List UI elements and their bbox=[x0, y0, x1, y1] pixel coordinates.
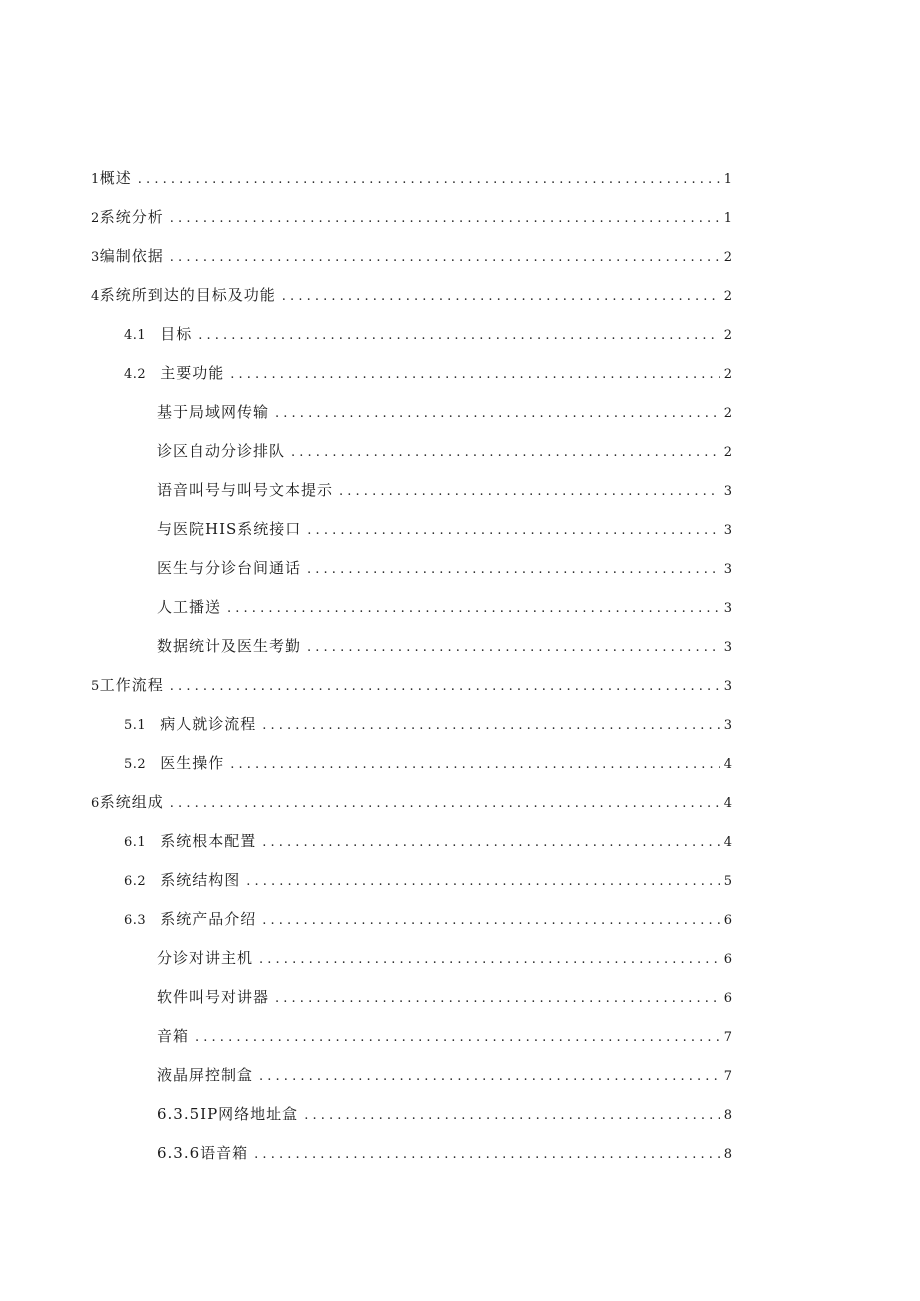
toc-entry[interactable] bbox=[157, 1102, 732, 1126]
toc-entry-page-number: 1 bbox=[723, 172, 732, 187]
toc-entry-page-number: 4 bbox=[723, 796, 732, 811]
toc-entry[interactable] bbox=[91, 166, 732, 190]
toc-entry-number: 6.3 bbox=[124, 913, 147, 928]
toc-entry-number: 3 bbox=[91, 250, 100, 265]
toc-entry-title: 系统根本配置 bbox=[160, 832, 257, 850]
toc-dot-leader bbox=[259, 948, 720, 972]
toc-entry-title: 系统所到达的目标及功能 bbox=[99, 286, 276, 304]
toc-entry-page-number: 8 bbox=[723, 1108, 732, 1123]
toc-entry-title: 与医院HIS系统接口 bbox=[157, 520, 302, 538]
toc-entry-page-number: 2 bbox=[723, 445, 732, 460]
toc-entry-title: 医生与分诊台间通话 bbox=[157, 559, 302, 577]
toc-entry-number: 4.1 bbox=[124, 328, 147, 343]
toc-entry-page-number: 2 bbox=[723, 367, 732, 382]
toc-entry[interactable] bbox=[124, 712, 732, 736]
toc-entry-page-number: 2 bbox=[723, 406, 732, 421]
toc-dot-leader bbox=[170, 792, 720, 816]
toc-entry-title: 医生操作 bbox=[160, 754, 225, 772]
toc-entry[interactable] bbox=[91, 244, 732, 268]
toc-dot-leader bbox=[259, 1065, 720, 1089]
toc-entry[interactable] bbox=[124, 322, 732, 346]
toc-entry-number: 1 bbox=[91, 172, 100, 187]
toc-entry[interactable] bbox=[157, 400, 732, 424]
toc-entry[interactable] bbox=[124, 829, 732, 853]
toc-entry-title: 语音叫号与叫号文本提示 bbox=[157, 481, 334, 499]
toc-entry-title: 6.3.6语音箱 bbox=[157, 1144, 249, 1162]
toc-entry-page-number: 3 bbox=[723, 484, 732, 499]
toc-entry-title: 6.3.5IP网络地址盒 bbox=[157, 1105, 299, 1123]
toc-entry-title: 系统组成 bbox=[99, 793, 164, 811]
toc-dot-leader bbox=[262, 831, 720, 855]
toc-entry-number: 6.1 bbox=[124, 835, 147, 850]
toc-dot-leader bbox=[275, 402, 720, 426]
toc-entry-title: 人工播送 bbox=[157, 598, 222, 616]
toc-dot-leader bbox=[254, 1143, 720, 1167]
toc-entry-page-number: 3 bbox=[723, 601, 732, 616]
toc-entry-number: 6 bbox=[91, 796, 100, 811]
toc-entry[interactable] bbox=[157, 517, 732, 541]
toc-dot-leader bbox=[262, 714, 720, 738]
toc-dot-leader bbox=[304, 1104, 720, 1128]
toc-entry[interactable] bbox=[124, 751, 732, 775]
toc-dot-leader bbox=[227, 597, 720, 621]
toc-dot-leader bbox=[262, 909, 720, 933]
toc-entry-title: 基于局域网传输 bbox=[157, 403, 270, 421]
toc-entry[interactable] bbox=[157, 478, 732, 502]
toc-entry-title: 分诊对讲主机 bbox=[157, 949, 254, 967]
toc-entry-title: 音箱 bbox=[157, 1027, 190, 1045]
toc-entry-title: 概述 bbox=[99, 169, 132, 187]
toc-entry-page-number: 3 bbox=[723, 718, 732, 733]
toc-entry[interactable] bbox=[157, 985, 732, 1009]
toc-entry[interactable] bbox=[124, 361, 732, 385]
toc-dot-leader bbox=[195, 1026, 720, 1050]
toc-entry-page-number: 6 bbox=[723, 913, 732, 928]
toc-entry-number: 5 bbox=[91, 679, 100, 694]
toc-entry-page-number: 2 bbox=[723, 250, 732, 265]
toc-entry-title: 系统产品介绍 bbox=[160, 910, 257, 928]
toc-entry-page-number: 6 bbox=[723, 991, 732, 1006]
toc-entry[interactable] bbox=[91, 673, 732, 697]
toc-entry-page-number: 8 bbox=[723, 1147, 732, 1162]
toc-dot-leader bbox=[246, 870, 720, 894]
toc-dot-leader bbox=[170, 675, 720, 699]
toc-dot-leader bbox=[282, 285, 720, 309]
toc-entry[interactable] bbox=[157, 1024, 732, 1048]
toc-entry[interactable] bbox=[157, 1063, 732, 1087]
toc-entry-page-number: 1 bbox=[723, 211, 732, 226]
toc-entry-title: 主要功能 bbox=[160, 364, 225, 382]
toc-entry-title: 病人就诊流程 bbox=[160, 715, 257, 733]
toc-dot-leader bbox=[198, 324, 720, 348]
toc-entry-title: 软件叫号对讲器 bbox=[157, 988, 270, 1006]
toc-entry-number: 5.2 bbox=[124, 757, 147, 772]
toc-entry-title: 目标 bbox=[160, 325, 193, 343]
toc-entry-title: 编制依据 bbox=[99, 247, 164, 265]
toc-entry-number: 2 bbox=[91, 211, 100, 226]
toc-dot-leader bbox=[170, 246, 720, 270]
toc-dot-leader bbox=[275, 987, 720, 1011]
toc-entry-page-number: 4 bbox=[723, 757, 732, 772]
toc-entry-page-number: 3 bbox=[723, 562, 732, 577]
toc-entry-title: 诊区自动分诊排队 bbox=[157, 442, 286, 460]
toc-entry-page-number: 2 bbox=[723, 328, 732, 343]
toc-entry-page-number: 3 bbox=[723, 679, 732, 694]
toc-entry-page-number: 7 bbox=[723, 1069, 732, 1084]
toc-entry[interactable] bbox=[157, 439, 732, 463]
toc-entry-page-number: 6 bbox=[723, 952, 732, 967]
toc-entry[interactable] bbox=[157, 634, 732, 658]
toc-entry-page-number: 3 bbox=[723, 640, 732, 655]
toc-entry-title: 系统分析 bbox=[99, 208, 164, 226]
toc-entry[interactable] bbox=[91, 283, 732, 307]
toc-entry-page-number: 2 bbox=[723, 289, 732, 304]
toc-dot-leader bbox=[291, 441, 720, 465]
toc-entry-number: 4.2 bbox=[124, 367, 147, 382]
toc-entry-title: 工作流程 bbox=[99, 676, 164, 694]
toc-dot-leader bbox=[307, 519, 719, 543]
toc-entry-title: 数据统计及医生考勤 bbox=[157, 637, 302, 655]
toc-entry-page-number: 7 bbox=[723, 1030, 732, 1045]
toc-entry-title: 系统结构图 bbox=[160, 871, 241, 889]
toc-dot-leader bbox=[307, 636, 720, 660]
toc-entry-title: 液晶屏控制盒 bbox=[157, 1066, 254, 1084]
toc-dot-leader bbox=[230, 753, 720, 777]
toc-dot-leader bbox=[138, 168, 720, 192]
toc-entry-page-number: 3 bbox=[723, 523, 732, 538]
toc-dot-leader bbox=[307, 558, 720, 582]
toc-dot-leader bbox=[339, 480, 720, 504]
toc-entry-page-number: 4 bbox=[723, 835, 732, 850]
toc-dot-leader bbox=[170, 207, 720, 231]
toc-entry[interactable] bbox=[91, 790, 732, 814]
toc-entry[interactable] bbox=[157, 556, 732, 580]
toc-entry[interactable] bbox=[157, 1141, 732, 1165]
toc-entry[interactable] bbox=[157, 946, 732, 970]
toc-dot-leader bbox=[230, 363, 720, 387]
toc-entry[interactable] bbox=[157, 595, 732, 619]
toc-entry-number: 5.1 bbox=[124, 718, 147, 733]
toc-entry-page-number: 5 bbox=[723, 874, 732, 889]
toc-entry[interactable] bbox=[124, 907, 732, 931]
toc-entry[interactable] bbox=[91, 205, 732, 229]
toc-entry-number: 4 bbox=[91, 289, 100, 304]
toc-entry-number: 6.2 bbox=[124, 874, 147, 889]
toc-entry[interactable] bbox=[124, 868, 732, 892]
